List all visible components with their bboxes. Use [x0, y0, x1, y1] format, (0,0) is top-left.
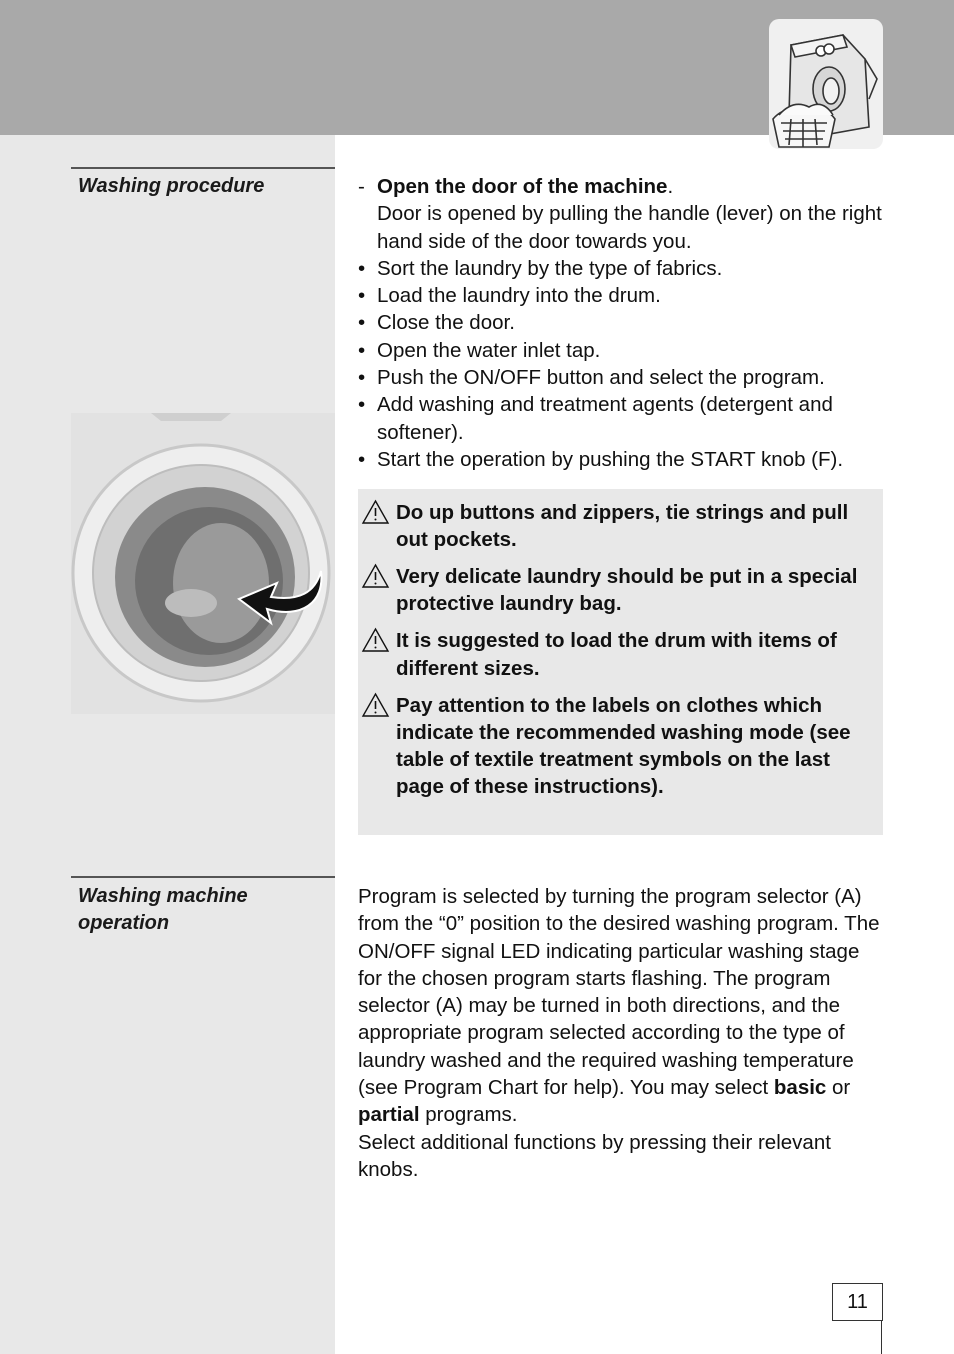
procedure-steps [358, 173, 898, 473]
step-sort-laundry [358, 255, 898, 282]
operation-text: or [826, 1076, 851, 1100]
step-title: Open the door of the machine [377, 175, 668, 198]
step-text: Door is opened by pulling the handle (lever) on the right hand side of the door towards you. [377, 202, 882, 253]
step-text: Close the door. [377, 311, 515, 335]
bullet: • [358, 256, 366, 280]
page-number: 11 [832, 1283, 883, 1321]
step-text: Open the water inlet tap. [377, 338, 601, 362]
section-label-washing-procedure: Washing procedure [78, 175, 265, 197]
step-dash: - [358, 175, 365, 198]
warning-triangle-icon [361, 692, 390, 718]
page-number-tick [881, 1320, 882, 1354]
bullet: • [358, 366, 366, 390]
washing-machine-door-photo [71, 413, 335, 714]
bullet: • [358, 447, 366, 471]
bullet: • [358, 311, 366, 335]
step-start-operation [358, 446, 898, 473]
warning-text: Pay attention to the labels on clothes which indicate the recommended washing mode (see table of textile treatment symbols on the last page of these instructions). [396, 693, 851, 799]
warning-text: It is suggested to load the drum with items of different sizes. [396, 629, 837, 680]
step-text: Load the laundry into the drum. [377, 284, 661, 308]
bullet: • [358, 338, 366, 362]
step-open-door [358, 173, 898, 255]
section-divider [71, 876, 335, 878]
step-text: Add washing and treatment agents (detergent and softener). [377, 393, 833, 444]
warning-text: Do up buttons and zippers, tie strings and pull out pockets. [396, 501, 849, 552]
bullet: • [358, 393, 366, 417]
operation-text: programs. [419, 1103, 518, 1127]
warning-item [358, 563, 863, 618]
operation-text: Program is selected by turning the program selector (A) from the “0” position to the desired washing program. The ON/OFF signal LED indicating particular washing stage for the chosen program starts flashing. The program selector (A) may be turned in both directions, and the appropriate program selected according to the type of laundry washed and the required washing temperature (see Program Chart for help). You may select [358, 885, 880, 1100]
step-add-agents [358, 391, 898, 446]
bullet: • [358, 284, 366, 308]
bold-term-partial: partial [358, 1103, 420, 1127]
warning-triangle-icon [361, 627, 390, 653]
bold-term-basic: basic [773, 1076, 827, 1100]
step-close-door [358, 309, 898, 336]
step-title-end: . [667, 175, 674, 198]
step-text: Push the ON/OFF button and select the program. [377, 366, 825, 390]
washing-machine-mascot-icon [769, 19, 883, 149]
warning-item [358, 692, 863, 801]
step-load-laundry [358, 282, 898, 309]
warning-box [358, 489, 883, 835]
warning-triangle-icon [361, 499, 390, 525]
step-push-onoff [358, 364, 898, 391]
section-label-machine-operation: Washing machine operation [78, 885, 248, 934]
warning-item [358, 499, 863, 554]
warning-triangle-icon [361, 563, 390, 589]
step-open-tap [358, 337, 898, 364]
operation-text-additional: Select additional functions by pressing their relevant knobs. [358, 1130, 831, 1181]
section-divider [71, 167, 335, 169]
warning-item [358, 627, 863, 682]
operation-description [358, 883, 888, 1183]
side-column [0, 135, 335, 1354]
step-text: Start the operation by pushing the START knob (F). [377, 447, 844, 471]
step-text: Sort the laundry by the type of fabrics. [377, 256, 723, 280]
warning-text: Very delicate laundry should be put in a special protective laundry bag. [396, 565, 858, 616]
